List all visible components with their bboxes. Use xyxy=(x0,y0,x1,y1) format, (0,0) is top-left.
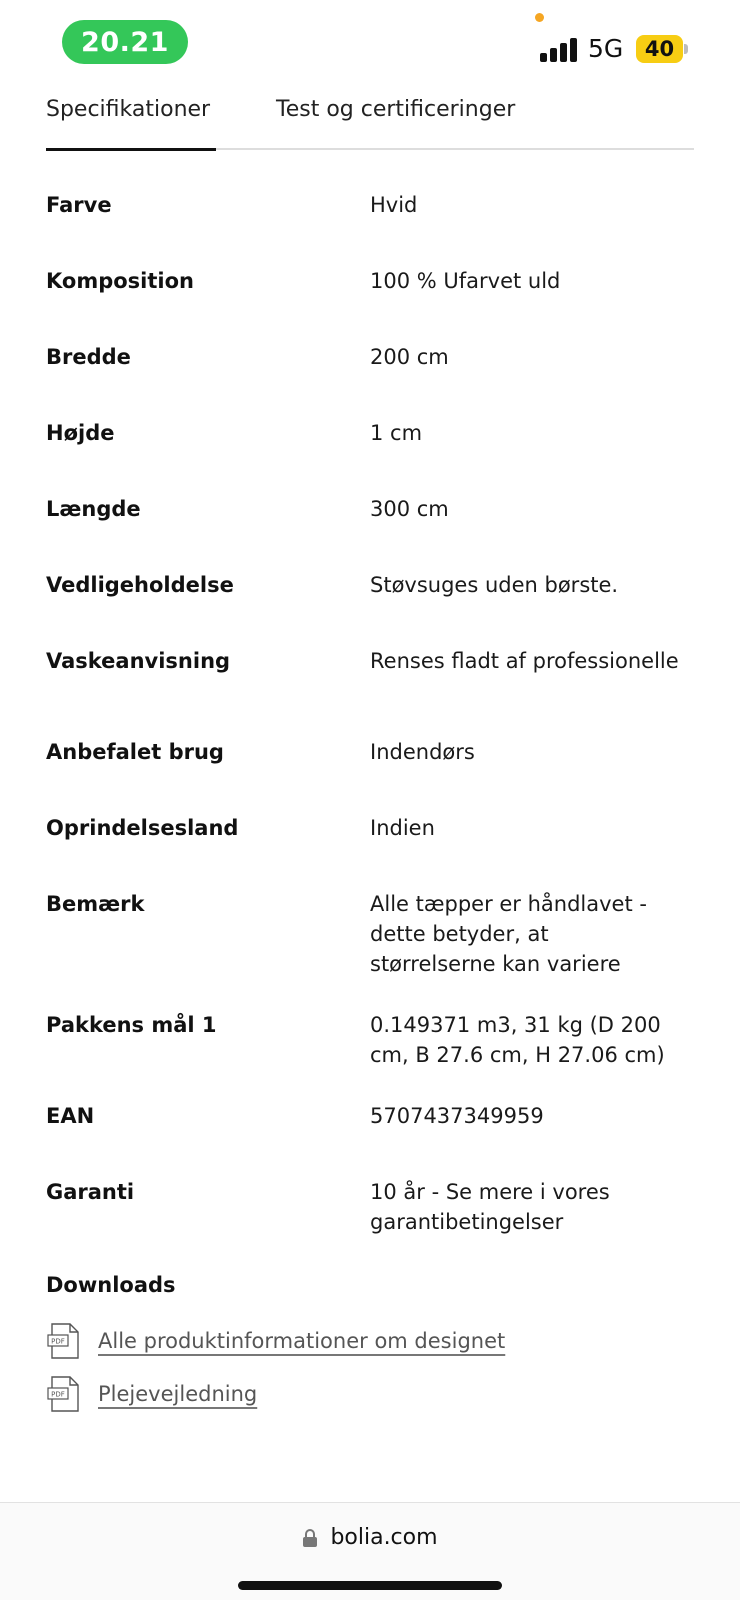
spec-table xyxy=(46,190,694,1268)
privacy-indicator-dot xyxy=(535,13,544,22)
spec-key: Bredde xyxy=(46,345,131,369)
download-link-produktinformationer[interactable] xyxy=(46,1314,694,1367)
tab-specifikationer[interactable]: Specifikationer xyxy=(46,96,216,151)
spec-row-laengde xyxy=(46,494,694,570)
spec-value: 100 % Ufarvet uld xyxy=(370,269,561,293)
cellular-signal-icon xyxy=(540,36,580,62)
spec-key: Anbefalet brug xyxy=(46,740,224,764)
spec-value: Renses fladt af professionelle xyxy=(370,649,679,673)
spec-key: Pakkens mål 1 xyxy=(46,1013,217,1037)
download-link-plejevejledning[interactable] xyxy=(46,1367,694,1420)
spec-value: Alle tæpper er håndlavet - dette betyder, at størrelserne kan variere xyxy=(370,892,647,976)
spec-key: Garanti xyxy=(46,1180,135,1204)
spec-key: Længde xyxy=(46,497,141,521)
spec-row-vedligeholdelse xyxy=(46,570,694,646)
spec-value: Indien xyxy=(370,816,435,840)
pdf-icon xyxy=(46,1375,84,1413)
status-bar xyxy=(0,0,740,80)
spec-row-pakkens-maal xyxy=(46,1010,694,1101)
spec-key: EAN xyxy=(46,1104,95,1128)
browser-address-bar xyxy=(0,1502,740,1600)
spec-key: Vaskeanvisning xyxy=(46,649,231,673)
spec-tabs xyxy=(46,96,694,150)
spec-value: Hvid xyxy=(370,193,418,217)
spec-row-ean xyxy=(46,1101,694,1177)
spec-value: 1 cm xyxy=(370,421,423,445)
spec-value: Indendørs xyxy=(370,740,475,764)
spec-row-oprindelsesland xyxy=(46,813,694,889)
lock-icon xyxy=(302,1528,318,1548)
spec-row-garanti xyxy=(46,1177,694,1268)
url-text[interactable]: bolia.com xyxy=(330,1525,438,1550)
spec-key: Bemærk xyxy=(46,892,145,916)
pdf-icon xyxy=(46,1322,84,1360)
home-indicator[interactable] xyxy=(238,1581,502,1590)
spec-key: Komposition xyxy=(46,269,194,293)
status-time[interactable]: 20.21 xyxy=(62,20,188,64)
spec-value: 0.149371 m3, 31 kg (D 200 cm, B 27.6 cm, H 27.06 cm) xyxy=(370,1013,665,1067)
spec-row-farve xyxy=(46,190,694,266)
spec-value: Støvsuges uden børste. xyxy=(370,573,619,597)
spec-key: Vedligeholdelse xyxy=(46,573,234,597)
svg-text:PDF: PDF xyxy=(51,1337,65,1345)
downloads-heading: Downloads xyxy=(46,1273,176,1297)
spec-row-bemaerk xyxy=(46,889,694,1010)
spec-value: 10 år - Se mere i vores garantibetingelser xyxy=(370,1180,610,1234)
battery-icon xyxy=(636,35,688,63)
spec-value: 200 cm xyxy=(370,345,449,369)
spec-value: 300 cm xyxy=(370,497,449,521)
spec-key: Oprindelsesland xyxy=(46,816,239,840)
downloads-section xyxy=(46,1270,694,1420)
spec-row-hojde xyxy=(46,418,694,494)
spec-row-vaskeanvisning xyxy=(46,646,694,737)
svg-text:PDF: PDF xyxy=(51,1390,65,1398)
spec-key: Højde xyxy=(46,421,115,445)
url-field[interactable] xyxy=(0,1525,740,1550)
download-link-label[interactable]: Plejevejledning xyxy=(98,1381,258,1406)
spec-row-anbefalet-brug xyxy=(46,737,694,813)
spec-key: Farve xyxy=(46,193,112,217)
download-link-label[interactable]: Alle produktinformationer om designet xyxy=(98,1328,506,1353)
battery-level: 40 xyxy=(636,35,683,63)
spec-value: 5707437349959 xyxy=(370,1104,544,1128)
spec-row-bredde xyxy=(46,342,694,418)
spec-row-komposition xyxy=(46,266,694,342)
tab-test-og-certificeringer[interactable]: Test og certificeringer xyxy=(276,97,516,122)
network-type: 5G xyxy=(588,34,624,63)
